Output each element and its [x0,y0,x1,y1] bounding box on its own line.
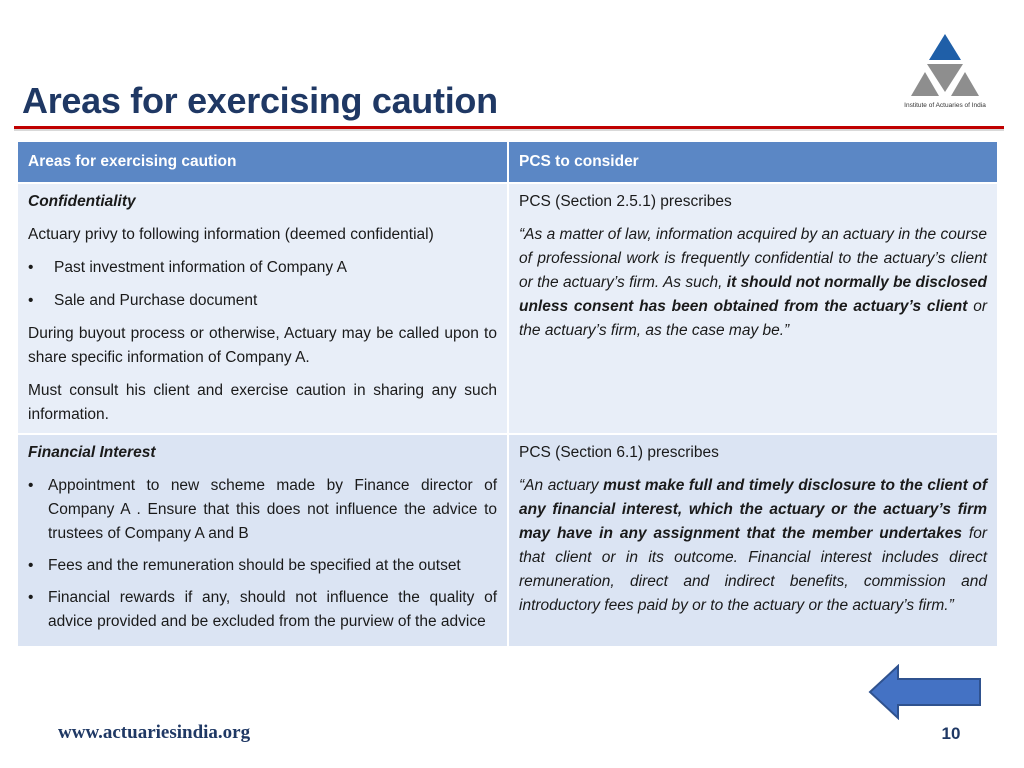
header-areas: Areas for exercising caution [18,142,508,183]
left-arrow-icon [868,664,984,720]
iai-logo [895,30,995,114]
confidentiality-para-1: During buyout process or otherwise, Actuary may be called upon to share specific information of Company A. [28,325,497,366]
pcs-2-5-1-ref: PCS (Section 2.5.1) prescribes [519,193,732,210]
quote-emphasis: must make full and timely disclosure to the client of any financial interest, which the actuary or the actuary’s firm may have in any assignment that the member undertakes [519,477,987,542]
iai-logo-icon [905,30,985,102]
table-row [18,183,998,434]
pcs-6-1-ref: PCS (Section 6.1) prescribes [519,444,719,461]
list-item: • Financial rewards if any, should not influence the quality of advice provided and be excluded from the purview of the advice [28,586,497,634]
financial-interest-bullets [28,474,497,634]
logo-caption: Institute of Actuaries of India [904,102,986,109]
list-item: • Fees and the remuneration should be specified at the outset [28,554,497,578]
confidentiality-para-2: Must consult his client and exercise caution in sharing any such information. [28,382,497,423]
title-divider-shadow [14,129,1004,131]
pcs-2-5-1-cell [508,183,998,434]
header-pcs: PCS to consider [508,142,998,183]
table-row [18,434,998,647]
footer-url[interactable]: www.actuariesindia.org [58,722,251,743]
page-number: 10 [941,724,961,743]
back-arrow-button[interactable] [868,664,984,720]
slide-title: Areas for exercising caution [22,80,498,121]
quote-text: or the actuary’s firm, as the case may be.” [519,298,987,339]
confidentiality-intro: Actuary privy to following information (deemed confidential) [28,226,434,243]
quote-emphasis: it should not normally be disclosed unless consent has been obtained from the actuary’s client [519,274,987,315]
quote-text: “An actuary [519,477,604,494]
caution-table [18,142,999,648]
confidentiality-cell [18,183,508,434]
list-item: • Sale and Purchase document [28,289,497,313]
financial-interest-cell [18,434,508,647]
quote-text: “As a matter of law, information acquired by an actuary in the course of professional work is frequently confidential to the actuary’s client or the actuary’s firm. As such, [519,226,987,291]
pcs-6-1-cell [508,434,998,647]
pcs-6-1-quote [519,474,987,618]
list-item: • Appointment to new scheme made by Finance director of Company A . Ensure that this does not influence the advice to trustees of Company A and B [28,474,497,546]
list-item: • Past investment information of Company A [28,256,497,280]
confidentiality-bullets [28,256,497,313]
quote-text: for that client or in its outcome. Financial interest includes direct remuneration, direct and indirect benefits, commission and introductory fees paid by or to the actuary or the actuary’s firm.” [519,525,987,614]
financial-interest-heading: Financial Interest [28,444,156,461]
confidentiality-heading: Confidentiality [28,193,136,210]
table-header-row [18,142,998,183]
pcs-2-5-1-quote [519,223,987,343]
